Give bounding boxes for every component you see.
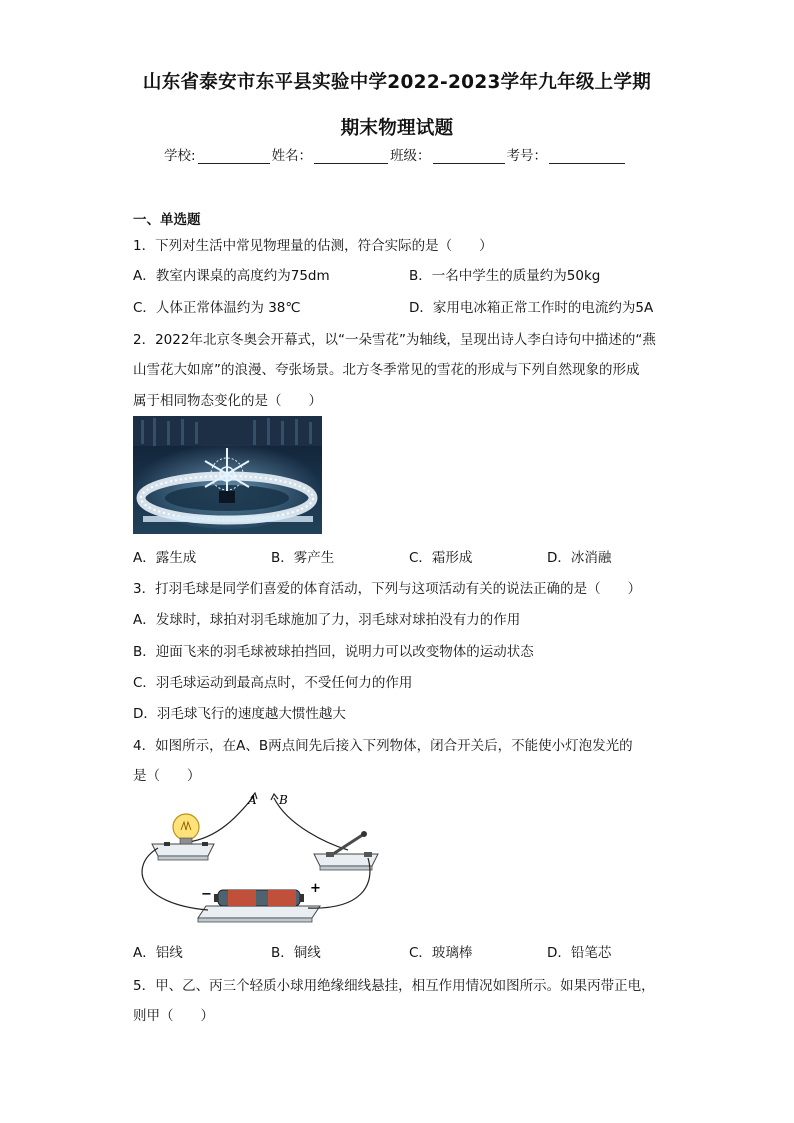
school-blank[interactable] (198, 149, 270, 164)
school-label: 学校: (164, 148, 196, 164)
q3-option-a: A．发球时，球拍对羽毛球施加了力，羽毛球对球拍没有力的作用 (133, 612, 521, 628)
q2-option-c: C．霜形成 (409, 550, 473, 566)
battery (198, 881, 321, 922)
q1-option-c: C．人体正常体温约为 38℃ (133, 300, 301, 316)
q3-option-b: B．迎面飞来的羽毛球被球拍挡回，说明力可以改变物体的运动状态 (133, 644, 534, 660)
name-label: 姓名： (271, 148, 313, 164)
q2-stem-line1: 2．2022年北京冬奥会开幕式，以“一朵雪花”为轴线，呈现出诗人李白诗句中描述的“燕 (133, 332, 656, 348)
q2-stem-line3: 属于相同物态变化的是（ ） (133, 393, 322, 409)
q1-option-a: A．教室内课桌的高度约为75dm (133, 268, 330, 284)
name-blank[interactable] (314, 149, 388, 164)
snowflake-ceremony-photo (133, 416, 322, 534)
q2-option-a: A．露生成 (133, 550, 197, 566)
q4-option-d: D．铅笔芯 (547, 945, 612, 961)
q2-option-b: B．雾产生 (271, 550, 335, 566)
snowflake-ceremony-image (133, 416, 322, 534)
q5-stem-line2: 则甲（ ） (133, 1008, 214, 1024)
q3-option-c: C．羽毛球运动到最高点时，不受任何力的作用 (133, 675, 413, 691)
q3-option-d: D．羽毛球飞行的速度越大惯性越大 (133, 706, 346, 722)
battery-minus-label: − (201, 887, 212, 902)
q4-stem-line2: 是（ ） (133, 768, 201, 784)
q1-stem: 1．下列对生活中常见物理量的估测，符合实际的是（ ） (133, 238, 493, 254)
class-label: 班级： (390, 148, 431, 164)
student-info-row (164, 144, 627, 164)
q2-stem-line2: 山雪花大如席”的浪漫、夸张场景。北方冬季常见的雪花的形成与下列自然现象的形成 (133, 362, 640, 378)
wire-to-a (188, 796, 254, 842)
q4-option-b: B．铜线 (271, 945, 321, 961)
q2-option-d: D．冰消融 (547, 550, 612, 566)
circuit-diagram (128, 786, 390, 932)
battery-plus-label: + (310, 881, 321, 896)
q4-option-a: A．铝线 (133, 945, 183, 961)
terminal-a-label: A (248, 793, 257, 807)
exam-title-line2: 期末物理试题 (340, 118, 454, 139)
class-blank[interactable] (433, 149, 505, 164)
exam-no-blank[interactable] (549, 149, 625, 164)
q5-stem-line1: 5．甲、乙、丙三个轻质小球用绝缘细线悬挂，相互作用情况如图所示。如果丙带正电， (133, 978, 655, 994)
q1-option-d: D．家用电冰箱正常工作时的电流约为5A (409, 300, 654, 316)
switch (314, 831, 378, 870)
circuit-svg (128, 786, 390, 932)
terminal-b-label: B (279, 793, 288, 807)
exam-title-line1: 山东省泰安市东平县实验中学2022-2023学年九年级上学期 (142, 72, 652, 93)
q3-stem: 3．打羽毛球是同学们喜爱的体育活动，下列与这项活动有关的说法正确的是（ ） (133, 581, 642, 597)
exam-no-label: 考号： (506, 148, 548, 164)
q4-stem-line1: 4．如图所示，在A、B两点间先后接入下列物体，闭合开关后，不能使小灯泡发光的 (133, 738, 633, 754)
section-heading: 一、单选题 (133, 212, 201, 228)
q1-option-b: B．一名中学生的质量约为50kg (409, 268, 601, 284)
q4-option-c: C．玻璃棒 (409, 945, 473, 961)
